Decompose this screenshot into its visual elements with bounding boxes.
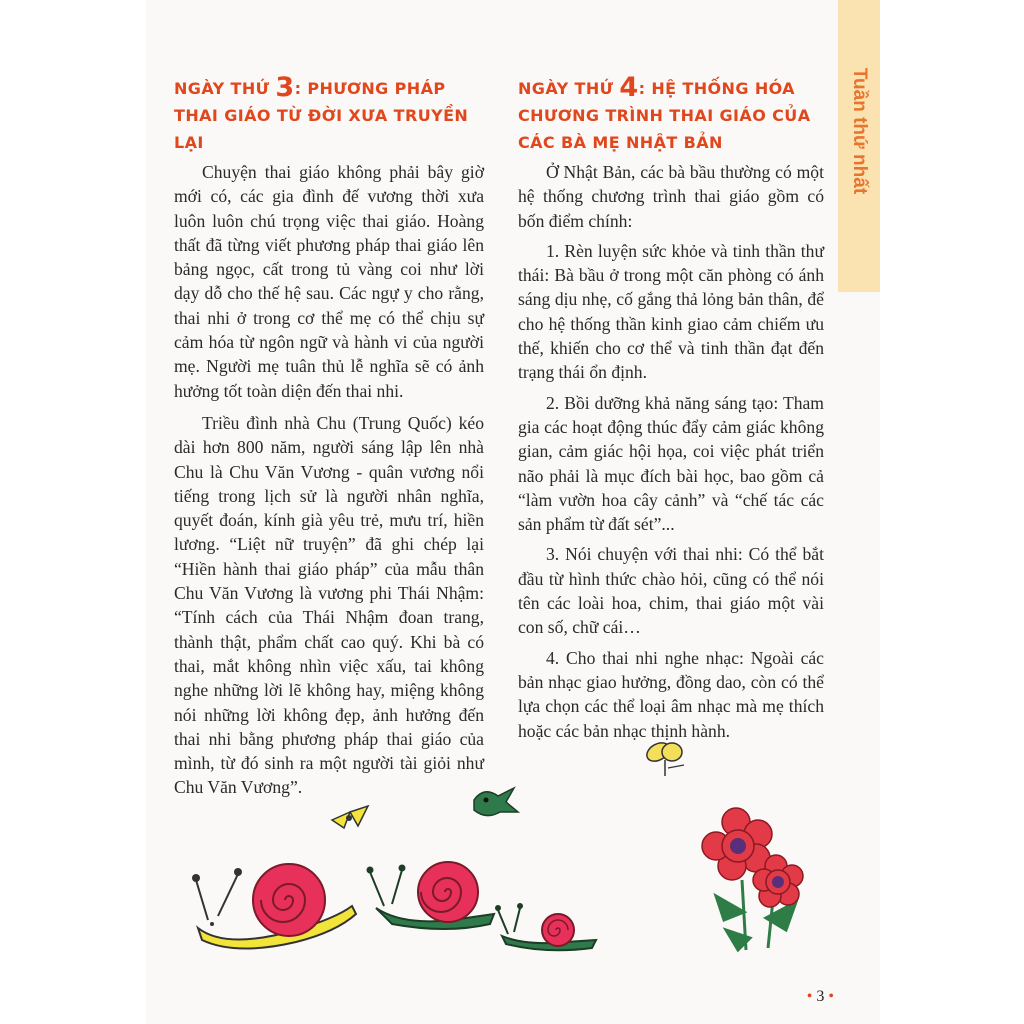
- heading-prefix: NGÀY THỨ: [518, 79, 620, 98]
- page-number: [807, 988, 834, 1006]
- snail-icon: [192, 864, 356, 949]
- page-number-value: 3: [816, 988, 825, 1005]
- children-drawing-illustration: [146, 0, 880, 1024]
- snail-icon: [367, 862, 495, 929]
- heading-title: : PHƯƠNG PHÁP THAI GIÁO TỪ ĐỜI XƯA TRUYỀN LẠI: [174, 79, 469, 152]
- book-page: [146, 0, 880, 1024]
- heading-number: 3: [275, 72, 295, 103]
- list-item-paragraph: 3. Nói chuyện với thai nhi: Có thể bắt đầu từ hình thức chào hỏi, cũng có thể nói tên các loài hoa, chim, thai giáo một vài con số, chữ cái…: [518, 544, 824, 638]
- paragraph: Ở Nhật Bản, các bà bầu thường có một hệ thống chương trình thai giáo gồm có bốn điểm chính:: [518, 162, 824, 231]
- paragraph: Chuyện thai giáo không phải bây giờ mới có, các gia đình đế vương thời xưa luôn luôn chú trọng việc thai giáo. Hoàng thất đã từng viết phương pháp thai giáo lên bảng ngọc, cất trong tủ vàng coi như lời dạy dỗ cho thế hệ sau. Các ngự y cho rằng, thai nhi ở trong cơ thể mẹ có thể chịu sự cảm hóa từ ngôn ngữ và hành vi của người mẹ. Người mẹ tuân thủ lễ nghĩa sẽ có ảnh hưởng tốt toàn diện đến thai nhi.: [174, 162, 484, 401]
- page-number-ornament: •: [828, 988, 834, 1005]
- heading-title: : HỆ THỐNG HÓA CHƯƠNG TRÌNH THAI GIÁO CỦA CÁC BÀ MẸ NHẬT BẢN: [518, 79, 811, 152]
- paragraph: Triều đình nhà Chu (Trung Quốc) kéo dài hơn 800 năm, người sáng lập lên nhà Chu là Chu Văn Vương - quân vương nổi tiếng trong lịch sử là người nhân nghĩa, quyết đoán, kính già yêu trẻ, mưu trí, hiền lương. “Liệt nữ truyện” đã ghi chép lại “Hiền hành thai giáo pháp” của mẫu thân Chu Văn Vương là vương phi Thái Nhậm: “Tính cách của Thái Nhậm đoan trang, thành thật, phẩm chất cao quý. Khi bà có thai, mắt không nhìn việc xấu, tai không nghe những lời lẽ không hay, miệng không nói những lời không đẹp, ảnh hưởng đến thai nhi bằng phương pháp thai giáo của mình, từ đó sinh ra một người tài giỏi như Chu Văn Vương”.: [174, 412, 484, 798]
- chapter-tab-label: Tuần thứ nhất: [849, 67, 870, 195]
- heading-prefix: NGÀY THỨ: [174, 79, 276, 98]
- heading-number: 4: [619, 72, 639, 103]
- list-item-paragraph: 1. Rèn luyện sức khỏe và tinh thần thư thái: Bà bầu ở trong một căn phòng có ánh sáng dịu nhẹ, cố gắng thả lỏng bản thân, để cho hệ thống thần kinh giao cảm chiếm ưu thế, khiến cho cơ thể và tinh thần đạt đến trạng thái ổn định.: [518, 240, 824, 383]
- butterfly-icon: [332, 806, 368, 828]
- flower-icon: [702, 808, 803, 950]
- bird-icon: [474, 788, 518, 816]
- page-number-ornament: •: [806, 988, 813, 1005]
- list-item-paragraph: 2. Bồi dưỡng khả năng sáng tạo: Tham gia các hoạt động thúc đẩy cảm giác không gian, cảm giác hội họa, coi việc phát triển não phải là mục đích bài học, bao gồm cả “làm vườn hoa cây cảnh” và “chế tác các sản phẩm từ đất sét”...: [518, 392, 824, 535]
- snail-icon: [495, 903, 596, 950]
- list-item-paragraph: 4. Cho thai nhi nghe nhạc: Ngoài các bản nhạc giao hưởng, đồng dao, còn có thể lựa chọn các thể loại âm nhạc mà mẹ thích hoặc các bản nhạc thịnh hành.: [518, 647, 824, 741]
- butterfly-icon: [644, 739, 684, 776]
